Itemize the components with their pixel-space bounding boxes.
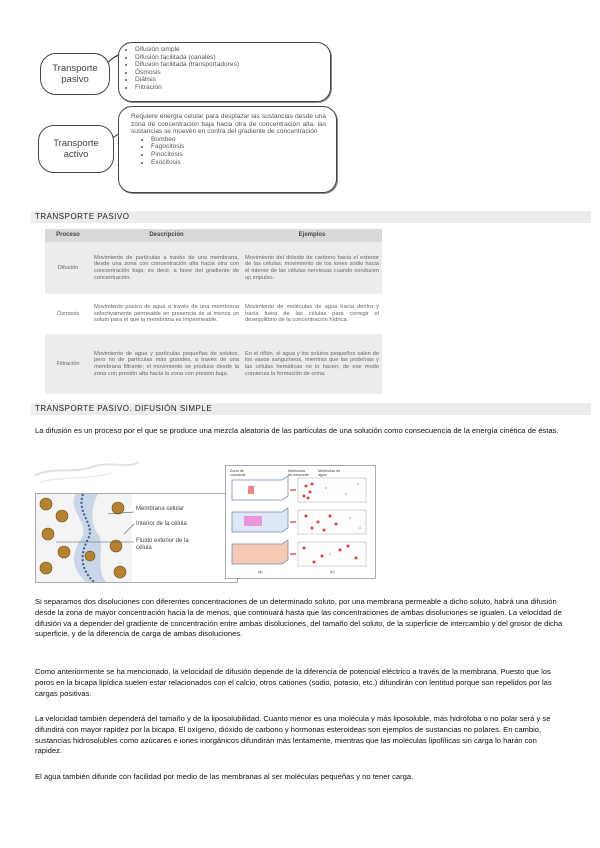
passive-item: • Ósmosis: [135, 69, 326, 77]
active-transport-list: [118, 106, 337, 193]
paragraph-size-liposolubility: La velocidad también dependerá del tamaño y de la liposolubilidad. Cuanto menor es una molécula y más liposoluble, más hidrófoba o no polar será y se difundirá con mayor rapidez por la bicapa. El oxígeno, dióxido de carbono y hormonas esteroideas son ejemplos de sustancias no polares. En cambio, sustancias hidrosolubles como azúcares e iones inorgánicos difundirán más lentamente, mientras que las moléculas lipofílicas sin carga lo harán con rapidez.: [35, 714, 551, 756]
cell-process: Difusión: [45, 242, 91, 294]
passive-item: • Difusión facilitada (transportadores): [135, 61, 326, 69]
active-transport-label: Transporte activo: [53, 138, 99, 160]
table-row: [45, 242, 382, 294]
cell-process: Ósmosis: [56, 310, 80, 317]
diffusion-stages-figure: [225, 465, 376, 579]
label-water-molecules: Moléculas de agua: [318, 469, 341, 477]
label-cell-interior: Interior de la célula: [136, 521, 187, 527]
label-stage-a: (a): [258, 570, 263, 574]
cell-example: Movimiento de moléculas de agua hacia dentro y hacia fuera de las células para corregir el desequilibrio de la concentración hídrica.: [245, 304, 379, 324]
label-dye-zone: Zona de colorante: [230, 469, 246, 477]
label-cell-membrane: Membrana celular: [136, 506, 185, 512]
passive-item: • Diálisis: [135, 76, 326, 84]
table-row: [45, 334, 382, 394]
section-header-passive: TRANSPORTE PASIVO: [31, 211, 591, 223]
cell-example: En el riñón, el agua y los solutos pequeños salen de los vasos sanguíneos, mientras que las proteínas y las células hemáticas no lo hacen; de ese modo comienza la formación de orina.: [242, 334, 382, 394]
cell-process: Filtración: [45, 334, 91, 394]
active-transport-box: [38, 125, 114, 173]
membrane-figure: [35, 493, 238, 583]
passive-item: • Filtración: [135, 84, 326, 92]
passive-transport-list: [118, 42, 331, 102]
scribble-decoration: [32, 458, 142, 488]
active-item: • Exocitosis: [151, 159, 326, 167]
active-transport-description: Requiere energía celular para desplazar las sustancias desde una zona de concentración baja hacia otra de concentración alta, las sustancias se mueven en contra del gradiente de concentración: [131, 113, 326, 136]
passive-transport-label: Transporte pasivo: [52, 63, 98, 85]
diffusion-stages-illustration: [226, 466, 375, 578]
label-stage-b: (b): [330, 570, 335, 574]
active-item: • Pinocitosis: [151, 151, 326, 159]
process-table: [45, 229, 382, 394]
col-header-examples: Ejemplos: [242, 229, 382, 242]
cell-example: Movimiento del dióxido de carbono hacia el exterior de las células; movimiento de los iones sodio hacia el interior de las células nerviosas cuando conducen un impulso.: [242, 242, 382, 294]
label-dye-molecules: Moléculas de colorante: [288, 469, 309, 477]
active-item: • Bombeo: [151, 136, 326, 144]
passive-item: • Difusión simple: [135, 46, 326, 54]
cell-description: Movimiento de partículas a través de una membrana, desde una zona con concentración alta hacia otra con concentración baja; es decir, a favor del gradiente de concentración.: [91, 242, 242, 294]
paragraph-concentration: Si separamos dos disoluciones con diferentes concentraciones de un determinado soluto, por una membrana permeable a dicho soluto, habrá una difusión desde la zona de mayor concentración hacia la de menos, que continuará hasta que las concentraciones de ambas disoluciones se igualen. La velocidad de difusión va a depender del gradiente de concentración entre ambas disoluciones, del tamaño del soluto, de la superficie de intercambio y del grosor de dicha superficie, y de la diferencia de carga de ambas disoluciones.: [35, 597, 563, 639]
table-row: [45, 294, 382, 334]
cell-description: Movimiento de agua y partículas pequeñas de solutos, pero no de partículas más grandes, a través de una membrana filtrante; el movimiento se produce desde la zona con presión alta hacia la zona con presión baja.: [91, 334, 242, 394]
section-header-simple-diffusion: TRANSPORTE PASIVO. DIFUSIÓN SIMPLE: [31, 403, 591, 415]
paragraph-water: El agua también difunde con facilidad por medio de las membranas al ser moléculas pequeñas y no tener carga.: [35, 772, 414, 781]
col-header-process: Proceso: [45, 229, 91, 242]
col-header-description: Descripción: [91, 229, 242, 242]
paragraph-electric-potential: Como anteriormente se ha mencionado, la velocidad de difusión depende de la diferencia de potencial eléctrico a través de la membrana. Puesto que los poros en la bicapa lipídica suelen estar relacionados con el calcio, otros cationes (sodio, potasio, etc.) difundirán con lentitud porque son repelidos por las cargas positivas.: [35, 667, 552, 698]
passive-item: • Difusión facilitada (canales): [135, 54, 326, 62]
passive-transport-box: [40, 53, 110, 95]
label-exterior-fluid: Fluido exterior de la célula: [136, 538, 189, 551]
table-header-row: [45, 229, 382, 242]
cell-description: Movimiento pasivo de agua a través de una membrana selectivamente permeable en presencia de al menos un soluto para el que la membrana es impermeable.: [94, 304, 239, 324]
active-item: • Fagocitosis: [151, 143, 326, 151]
intro-paragraph: La difusión es un proceso por el que se produce una mezcla aleatoria de las partículas de una solución como consecuencia de la energía cinética de éstas.: [35, 426, 559, 435]
